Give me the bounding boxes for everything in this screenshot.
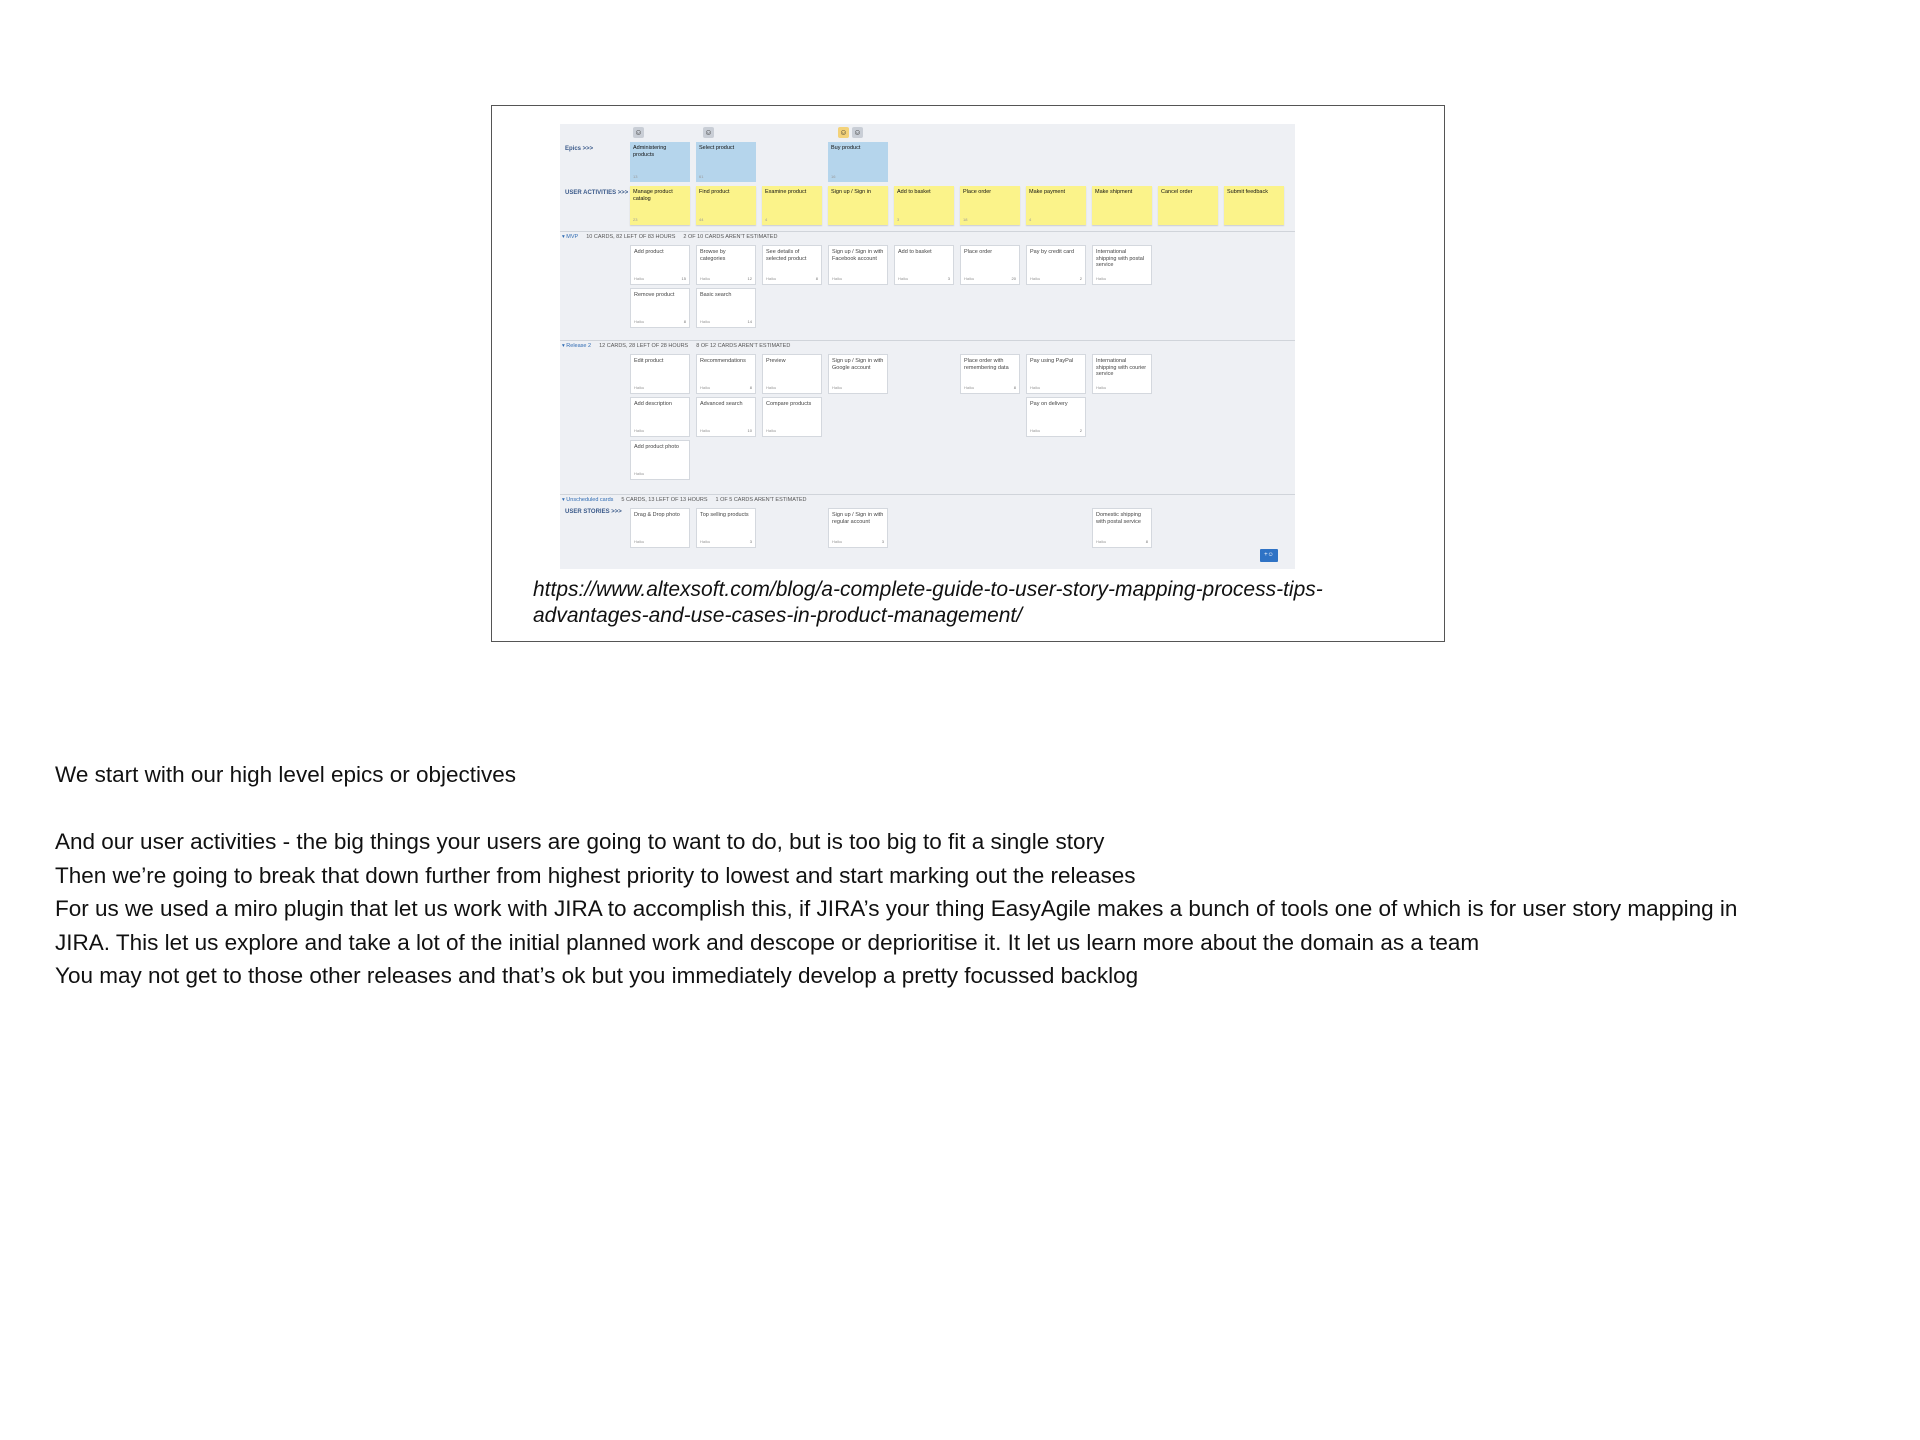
activity-card[interactable] [762, 186, 822, 225]
card-estimate: 23 [633, 216, 638, 222]
source-link-line-1: https://www.altexsoft.com/blog/a-complete-guide-to-user-story-mapping-process-tips- [533, 578, 1323, 601]
story-card[interactable] [630, 397, 690, 437]
card-title: Remove product [634, 292, 675, 298]
activity-card[interactable] [828, 186, 888, 225]
card-title: Sign up / Sign in with regular account [832, 512, 884, 525]
card-title: Cancel order [1161, 189, 1193, 195]
card-meta: Haiku [766, 275, 777, 281]
activities-row-label: USER ACTIVITIES >>> [565, 190, 629, 196]
card-meta: Haiku [1030, 275, 1041, 281]
card-estimate: 16 [831, 173, 836, 179]
card-title: International shipping with courier service [1096, 358, 1147, 377]
card-meta: Haiku [898, 275, 909, 281]
card-title: Make payment [1029, 189, 1066, 195]
user-avatar-icon: ☺ [704, 128, 713, 137]
card-title: Sign up / Sign in [831, 189, 872, 195]
epics-row-label: Epics >>> [565, 146, 594, 152]
card-meta: Haiku [634, 538, 645, 544]
card-estimate: 10 [747, 427, 752, 433]
card-meta: Haiku [634, 384, 645, 390]
card-title: Advanced search [700, 401, 743, 407]
card-title: See details of selected product [766, 249, 807, 262]
story-card[interactable] [960, 245, 1020, 285]
card-title: Make shipment [1095, 189, 1133, 195]
source-link-line-2: advantages-and-use-cases-in-product-management/ [533, 604, 1023, 627]
activity-card[interactable] [1158, 186, 1218, 225]
section-name: MVP [566, 234, 579, 240]
card-meta: Haiku [832, 384, 843, 390]
note-line: Then we’re going to break that down further from highest priority to lowest and start marking out the releases [55, 862, 1136, 888]
story-card[interactable] [630, 245, 690, 285]
card-estimate: 4 [1029, 216, 1032, 222]
card-estimate: 8 [683, 318, 686, 324]
card-title: Compare products [766, 401, 812, 407]
epic-card[interactable] [696, 142, 756, 182]
activity-card[interactable] [960, 186, 1020, 225]
card-meta: Haiku [634, 275, 645, 281]
story-card[interactable] [1026, 245, 1086, 285]
activity-card[interactable] [1224, 186, 1284, 225]
section-warning: 1 OF 5 CARDS AREN'T ESTIMATED [715, 497, 807, 503]
card-estimate: 3 [947, 275, 950, 281]
note-line: You may not get to those other releases and that’s ok but you immediately develop a pretty focussed backlog [55, 963, 1139, 988]
story-card[interactable] [630, 440, 690, 480]
story-card[interactable] [1092, 245, 1152, 285]
card-estimate: 18 [963, 216, 968, 222]
card-meta: Haiku [700, 427, 711, 433]
note-line: And our user activities - the big things your users are going to want to do, but is too big to fit a single story [55, 829, 1105, 854]
add-user-button[interactable]: +☺ [1260, 549, 1278, 562]
card-title: Buy product [831, 145, 861, 151]
user-avatar-icon: ☺ [634, 128, 643, 137]
card-title: Domestic shipping with postal service [1096, 512, 1141, 525]
section-unscheduled[interactable]: ▾ Unscheduled cards 5 CARDS, 13 LEFT OF 13 HOURS 1 OF 5 CARDS AREN'T ESTIMATED [562, 497, 807, 503]
card-meta: Haiku [1030, 384, 1041, 390]
card-meta: Haiku [1096, 538, 1107, 544]
card-meta: Haiku [832, 275, 843, 281]
card-title: Add product [634, 249, 664, 255]
card-meta: Haiku [634, 427, 645, 433]
card-title: Add to basket [898, 249, 932, 255]
card-meta: Haiku [1096, 384, 1107, 390]
card-title: Administering products [633, 145, 667, 158]
card-estimate: 14 [747, 318, 752, 324]
story-card[interactable] [762, 354, 822, 394]
card-title: Browse by categories [700, 249, 726, 262]
section-name: Release 2 [566, 343, 592, 349]
card-estimate: 20 [1011, 275, 1016, 281]
stories-row-label: USER STORIES >>> [565, 509, 622, 515]
card-estimate: 2 [1079, 427, 1082, 433]
card-title: Find product [699, 189, 730, 195]
story-card[interactable] [762, 245, 822, 285]
card-meta: Haiku [766, 427, 777, 433]
section-warning: 2 OF 10 CARDS AREN'T ESTIMATED [683, 234, 778, 240]
story-card[interactable] [630, 354, 690, 394]
card-title: Add description [634, 401, 672, 407]
card-estimate: 12 [747, 275, 752, 281]
section-stat: 10 CARDS, 82 LEFT OF 83 HOURS [586, 234, 676, 240]
speaker-notes [55, 758, 1895, 993]
card-meta: Haiku [964, 275, 975, 281]
card-title: International shipping with postal service [1096, 249, 1145, 268]
card-title: Place order [963, 189, 992, 195]
card-meta: Haiku [1030, 427, 1041, 433]
card-meta: Haiku [634, 470, 645, 476]
card-meta: Haiku [832, 538, 843, 544]
section-mvp[interactable]: ▾ MVP 10 CARDS, 82 LEFT OF 83 HOURS 2 OF 10 CARDS AREN'T ESTIMATED [562, 234, 778, 240]
story-card[interactable] [696, 508, 756, 548]
card-estimate: 8 [1013, 384, 1016, 390]
section-stat: 5 CARDS, 13 LEFT OF 13 HOURS [621, 497, 708, 503]
card-meta: Haiku [700, 384, 711, 390]
card-title: Add product photo [634, 444, 679, 450]
card-title: Manage product catalog [633, 189, 673, 202]
story-card[interactable] [696, 354, 756, 394]
card-meta: Haiku [766, 384, 777, 390]
slide-image-frame [491, 105, 1445, 642]
card-meta: Haiku [700, 318, 711, 324]
card-meta: Haiku [700, 275, 711, 281]
card-title: Basic search [700, 292, 732, 298]
user-avatar-icon: ☺ [853, 128, 862, 137]
note-line: For us we used a miro plugin that let us work with JIRA to accomplish this, if JIRA’s your thing EasyAgile makes a bunch of tools one of which is for user story mapping in [55, 896, 1738, 921]
user-avatar-icon: ☺ [839, 128, 848, 137]
card-meta: Haiku [634, 318, 645, 324]
story-card[interactable] [828, 245, 888, 285]
note-line [55, 792, 1895, 826]
story-card[interactable] [1092, 354, 1152, 394]
epic-card[interactable] [828, 142, 888, 182]
story-card[interactable] [1092, 508, 1152, 548]
activity-card[interactable] [630, 186, 690, 225]
story-map-board [560, 124, 1295, 569]
card-title: Pay on delivery [1030, 401, 1068, 407]
card-title: Examine product [765, 189, 807, 195]
epic-card[interactable] [630, 142, 690, 182]
card-estimate: 3 [881, 538, 884, 544]
story-card[interactable] [1026, 397, 1086, 437]
section-name: Unscheduled cards [566, 497, 614, 503]
story-card[interactable] [828, 508, 888, 548]
story-card[interactable] [630, 508, 690, 548]
activity-card[interactable] [696, 186, 756, 225]
section-release-2[interactable]: ▾ Release 2 12 CARDS, 28 LEFT OF 28 HOURS 8 OF 12 CARDS AREN'T ESTIMATED [562, 343, 791, 349]
card-title: Drag & Drop photo [634, 512, 680, 518]
card-estimate: 15 [681, 275, 686, 281]
card-estimate: 8 [815, 275, 818, 281]
card-title: Place order with remembering data [964, 358, 1009, 371]
card-title: Top selling products [700, 512, 749, 518]
card-estimate: 3 [749, 538, 752, 544]
story-card[interactable] [960, 354, 1020, 394]
story-card[interactable] [1026, 354, 1086, 394]
card-title: Sign up / Sign in with Facebook account [832, 249, 884, 262]
section-stat: 12 CARDS, 28 LEFT OF 28 HOURS [599, 343, 689, 349]
card-title: Pay by credit card [1030, 249, 1075, 255]
card-meta: Haiku [700, 538, 711, 544]
card-estimate: 3 [897, 216, 900, 222]
activity-card[interactable] [894, 186, 954, 225]
card-estimate: 8 [749, 384, 752, 390]
story-card[interactable] [696, 397, 756, 437]
card-title: Sign up / Sign in with Google account [832, 358, 884, 371]
section-warning: 8 OF 12 CARDS AREN'T ESTIMATED [696, 343, 791, 349]
story-card[interactable] [762, 397, 822, 437]
card-estimate: 4 [765, 216, 768, 222]
card-meta: Haiku [1096, 275, 1107, 281]
note-line: JIRA. This let us explore and take a lot of the initial planned work and descope or deprioritise it. It let us learn more about the domain as a team [55, 929, 1480, 955]
activity-card[interactable] [1092, 186, 1152, 225]
story-card[interactable] [696, 245, 756, 285]
card-title: Submit feedback [1227, 189, 1268, 195]
source-link[interactable] [533, 577, 1445, 629]
story-card[interactable] [894, 245, 954, 285]
card-title: Recommendations [700, 358, 746, 364]
card-title: Select product [699, 145, 735, 151]
note-line: We start with our high level epics or objectives [55, 762, 517, 787]
story-card[interactable] [828, 354, 888, 394]
card-meta: Haiku [964, 384, 975, 390]
card-estimate: 44 [699, 216, 704, 222]
story-card[interactable] [630, 288, 690, 328]
card-title: Pay using PayPal [1030, 358, 1074, 364]
card-estimate: 8 [1145, 538, 1148, 544]
card-estimate: 2 [1079, 275, 1082, 281]
card-title: Place order [964, 249, 993, 255]
card-title: Preview [766, 358, 786, 364]
card-title: Add to basket [897, 189, 931, 195]
story-card[interactable] [696, 288, 756, 328]
card-estimate: 61 [699, 173, 704, 179]
card-title: Edit product [634, 358, 664, 364]
activity-card[interactable] [1026, 186, 1086, 225]
card-estimate: 13 [633, 173, 638, 179]
